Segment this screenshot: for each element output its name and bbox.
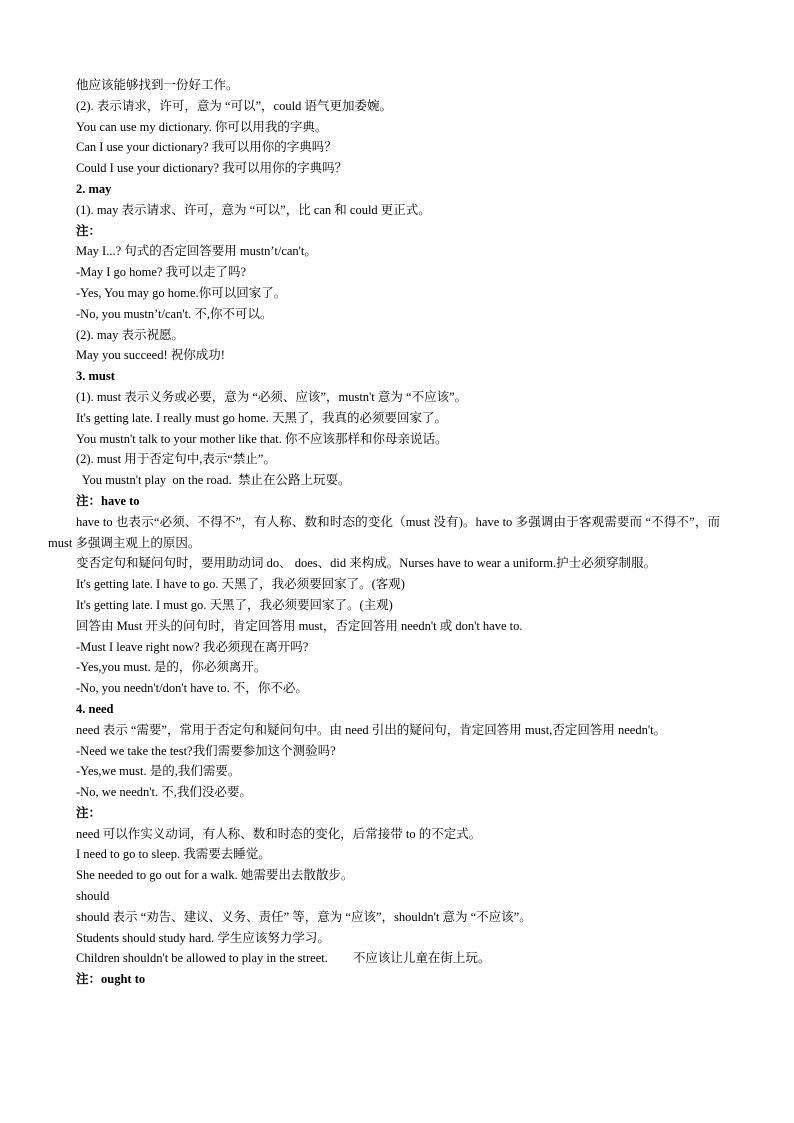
text-line: You can use my dictionary. 你可以用我的字典。 xyxy=(76,119,328,134)
text-line: (2). must 用于否定句中,表示“禁止”。 xyxy=(76,452,276,467)
text-line: You mustn't talk to your mother like that. 你不应该那样和你母亲说话。 xyxy=(76,431,448,446)
section-heading-must: 3. must xyxy=(76,369,115,384)
text-line: 他应该能够找到一份好工作。 xyxy=(76,78,239,92)
note-have-to: 注：have to xyxy=(76,493,140,508)
text-line: (1). must 表示义务或必要，意为 “必须、应该”，mustn't 意为 “不应该”。 xyxy=(76,389,468,404)
text-line: should 表示 “劝告、建议、义务、责任” 等，意为 “应该”，shouldn't 意为 “不应该”。 xyxy=(76,909,532,924)
text-line: May I...? 句式的否定回答要用 mustn’t/can't。 xyxy=(76,244,317,259)
text-line: -Must I leave right now? 我必须现在离开吗? xyxy=(76,639,309,654)
note-ought-to: 注：ought to xyxy=(76,972,146,987)
text-line: -Yes,you must. 是的，你必须离开。 xyxy=(76,660,267,675)
text-line: It's getting late. I really must go home. 天黑了，我真的必须要回家了。 xyxy=(76,410,447,425)
document-body xyxy=(48,75,720,990)
text-line: (2). may 表示祝愿。 xyxy=(76,327,184,342)
text-line: You mustn't play on the road. 禁止在公路上玩耍。 xyxy=(76,473,351,488)
section-heading-should: should xyxy=(76,889,110,904)
text-line: I need to go to sleep. 我需要去睡觉。 xyxy=(76,847,271,862)
text-line: -No, you mustn’t/can't. 不,你不可以。 xyxy=(76,306,273,321)
text-line: May you succeed! 祝你成功! xyxy=(76,348,225,363)
text-line: (2). 表示请求，许可，意为 “可以”，could 语气更加委婉。 xyxy=(76,98,392,113)
text-line: She needed to go out for a walk. 她需要出去散散步。 xyxy=(76,868,354,883)
text-line: Could I use your dictionary? 我可以用你的字典吗？ xyxy=(76,161,348,176)
text-line: Can I use your dictionary? 我可以用你的字典吗？ xyxy=(76,140,337,155)
text-line: 回答由 Must 开头的问句时，肯定回答用 must，否定回答用 needn't 或 don't have to. xyxy=(76,618,523,633)
note-label: 注： xyxy=(76,805,102,820)
paragraph-need: need 表示 “需要”，常用于否定句和疑问句中。由 need 引出的疑问句，肯定回答用 must,否定回答用 needn't。 xyxy=(76,722,667,737)
text-line: -No, you needn't/don't have to. 不，你不必。 xyxy=(76,681,308,696)
text-line: Children shouldn't be allowed to play in the street. 不应该让儿童在街上玩。 xyxy=(76,951,491,966)
text-line: It's getting late. I must go. 天黑了，我必须要回家了。(主观) xyxy=(76,597,393,612)
note-label: 注： xyxy=(76,223,102,238)
paragraph-negative: 变否定句和疑问句时，要用助动词 do、 does、did 来构成。Nurses have to wear a uniform.护士必须穿制服。 xyxy=(76,556,657,571)
section-heading-need: 4. need xyxy=(76,701,114,716)
text-line: Students should study hard. 学生应该努力学习。 xyxy=(76,930,330,945)
text-line: -Yes, You may go home.你可以回家了。 xyxy=(76,285,287,300)
paragraph-have-to: have to 也表示“必须、不得不”，有人称、数和时态的变化（must 没有)。have to 多强调由于客观需要而 “不得不”，而 must 多强调主观上的原因。 xyxy=(48,514,720,550)
text-line: -Need we take the test?我们需要参加这个测验吗? xyxy=(76,743,336,758)
text-line: need 可以作实义动词，有人称、数和时态的变化，后常接带 to 的不定式。 xyxy=(76,826,482,841)
text-line: -May I go home? 我可以走了吗? xyxy=(76,265,247,280)
text-line: It's getting late. I have to go. 天黑了，我必须要回家了。(客观) xyxy=(76,577,405,592)
text-line: (1). may 表示请求、许可，意为 “可以”，比 can 和 could 更正式。 xyxy=(76,202,431,217)
text-line: -No, we needn't. 不,我们没必要。 xyxy=(76,785,252,800)
text-line: -Yes,we must. 是的,我们需要。 xyxy=(76,764,241,779)
section-heading-may: 2. may xyxy=(76,181,112,196)
